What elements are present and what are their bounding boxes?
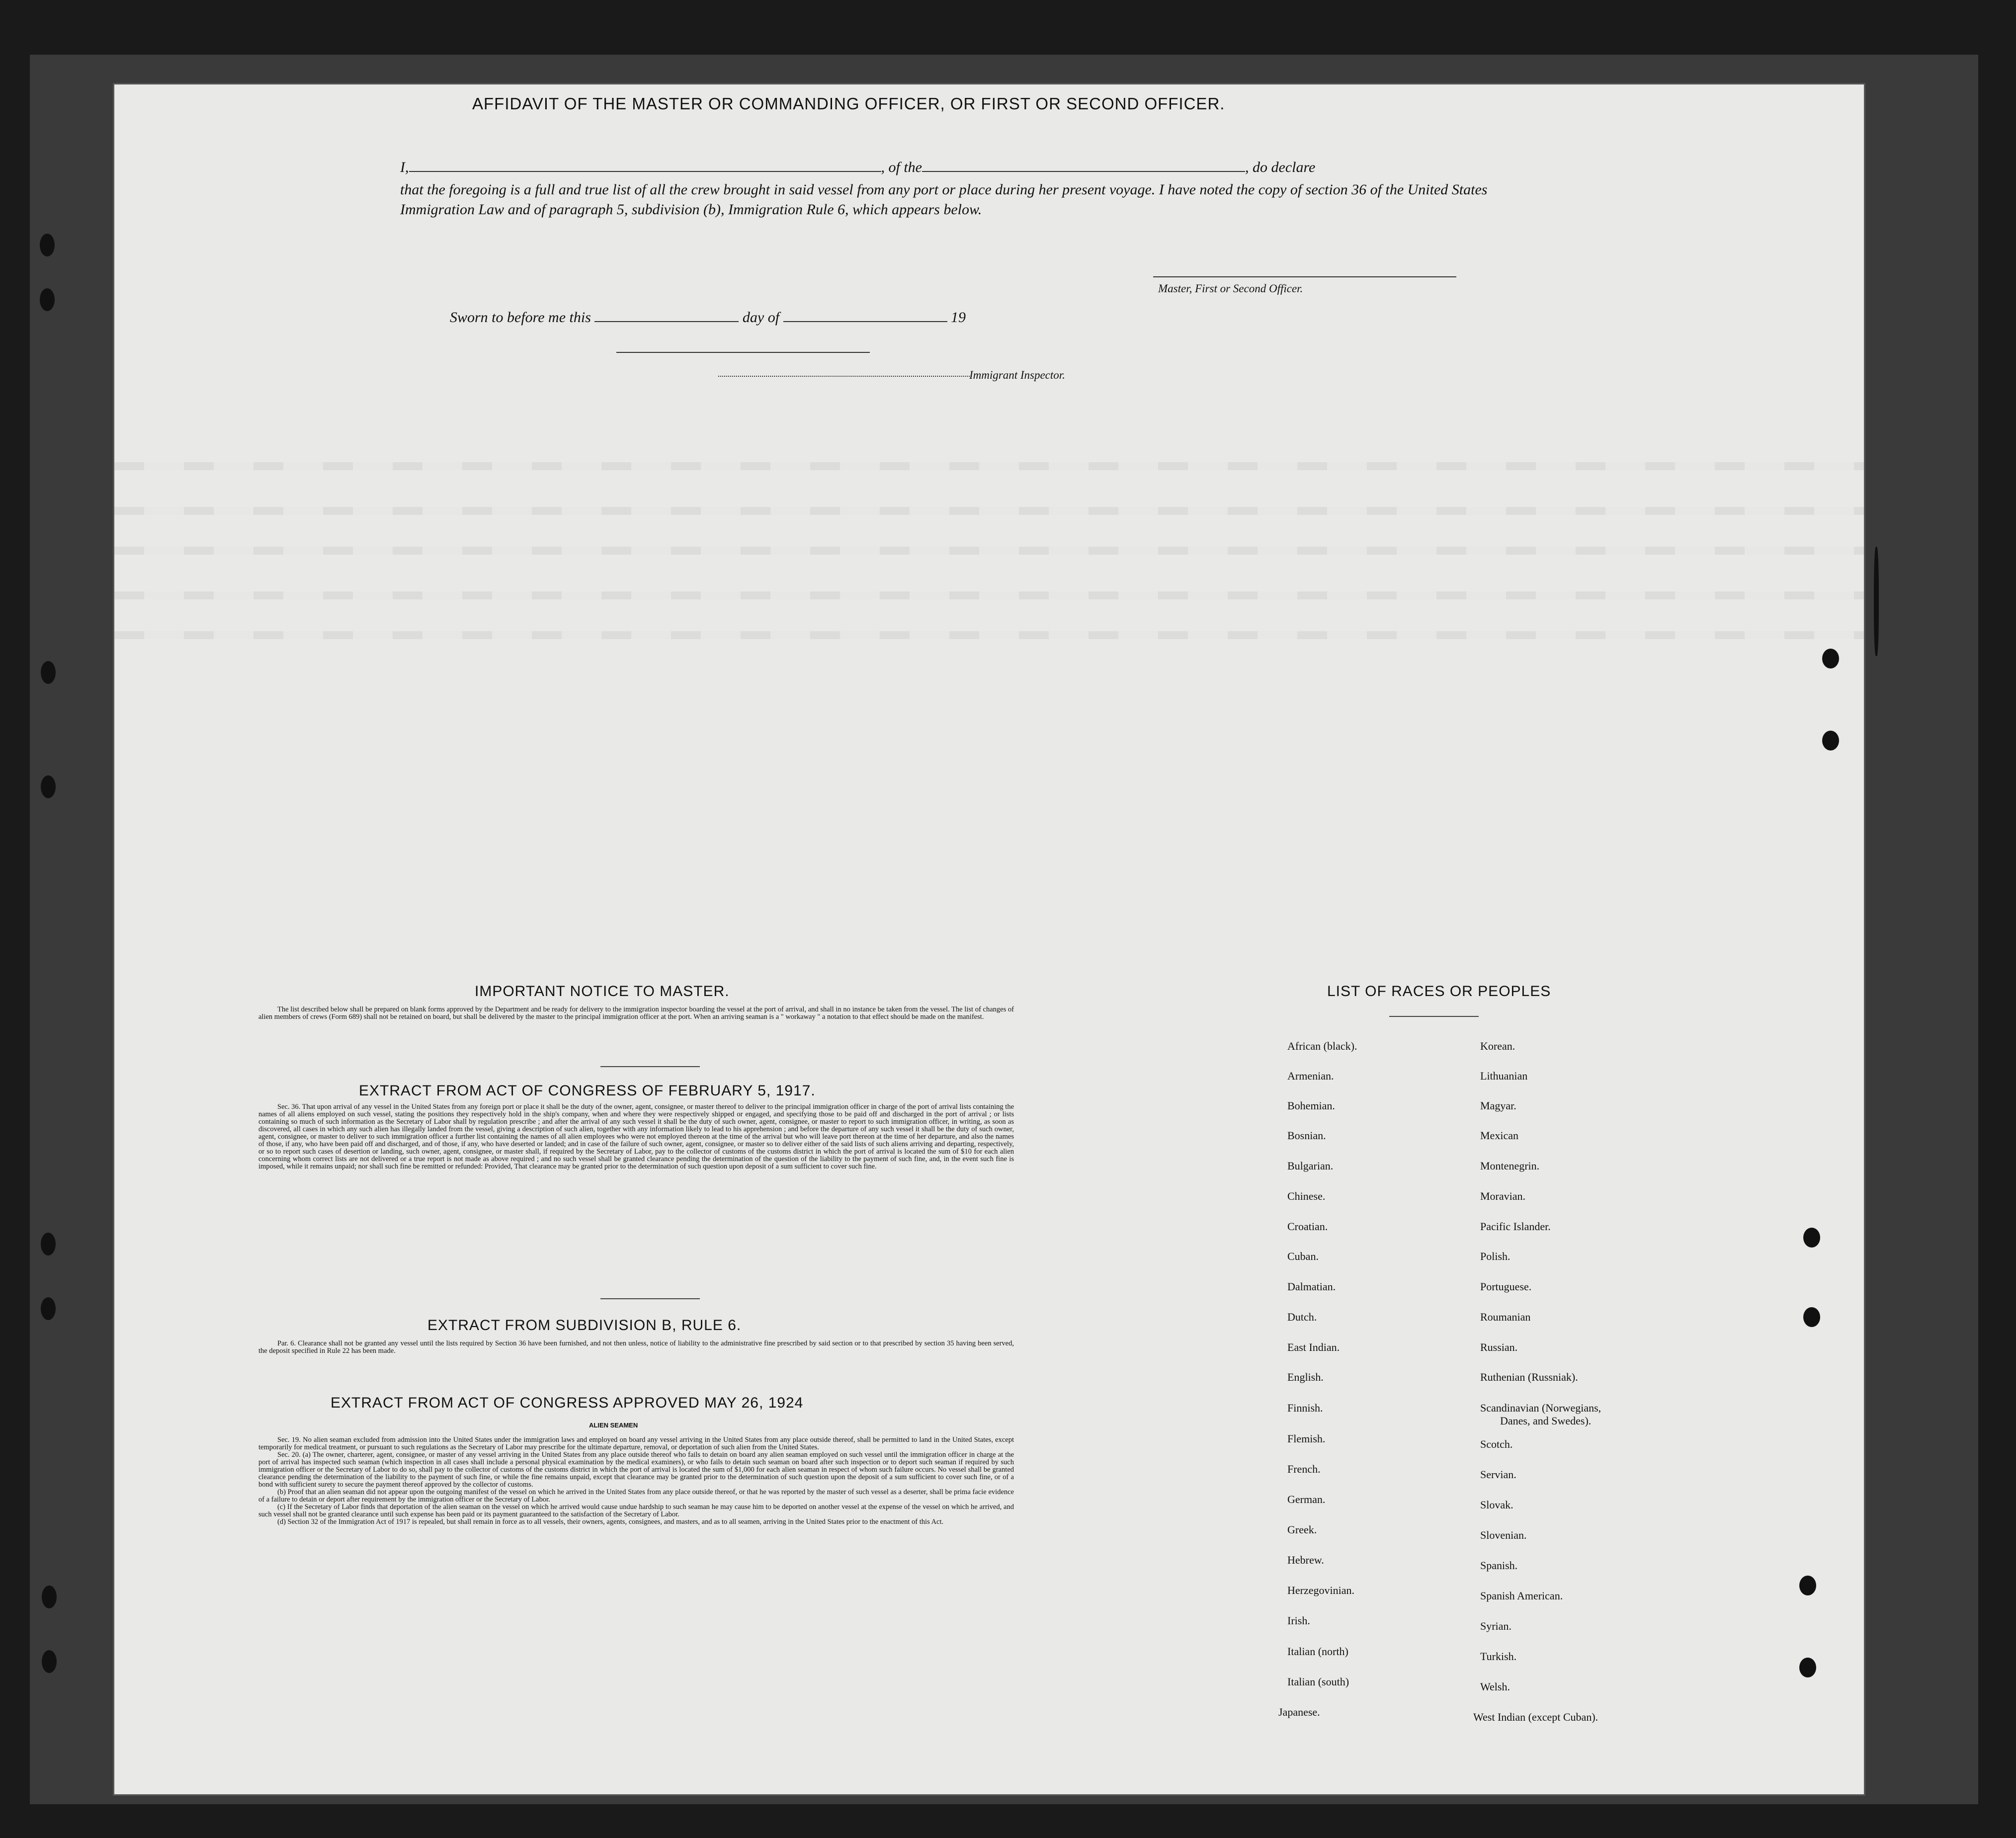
sworn-day-blank[interactable] xyxy=(594,321,739,322)
race-item: Bohemian. xyxy=(1287,1099,1335,1112)
affidavit-declaration-line xyxy=(400,159,1315,176)
bleed-through-row xyxy=(114,547,1864,555)
race-item: Croatian. xyxy=(1287,1220,1328,1233)
affidavit-i: I, xyxy=(400,159,409,175)
binder-hole xyxy=(1803,1307,1820,1327)
extract-1924-paragraph: Sec. 19. No alien seaman excluded from admission into the United States under the immigration laws and employed on board any vessel arriving in the United States from any place outside thereof, shall be permitted to land in the United States, except temporarily for medical treatment, or pursuant to such regulations as the Secretary of Labor may prescribe for the ultimate departure, removal, or deportation of such alien from the United States. xyxy=(258,1436,1014,1451)
race-item: Cuban. xyxy=(1287,1250,1319,1262)
binder-hole xyxy=(1822,649,1839,668)
race-item: Finnish. xyxy=(1287,1402,1323,1414)
race-item: Flemish. xyxy=(1287,1432,1326,1445)
binder-hole xyxy=(41,661,56,684)
binder-hole xyxy=(40,288,55,311)
section-divider xyxy=(600,1066,700,1067)
bleed-through-row xyxy=(114,591,1864,599)
race-item: German. xyxy=(1287,1493,1326,1505)
race-item: Japanese. xyxy=(1278,1706,1320,1718)
race-item: Scotch. xyxy=(1480,1438,1513,1450)
race-item: Herzegovinian. xyxy=(1287,1584,1354,1596)
race-item: East Indian. xyxy=(1287,1341,1340,1353)
race-item: Dalmatian. xyxy=(1287,1280,1336,1293)
race-item: Spanish American. xyxy=(1480,1589,1563,1602)
rule6-text xyxy=(258,1340,1014,1355)
binder-hole xyxy=(41,1233,56,1255)
race-item: Bosnian. xyxy=(1287,1129,1326,1142)
race-item: Mexican xyxy=(1480,1129,1518,1142)
race-item: Spanish. xyxy=(1480,1559,1518,1572)
race-item: Turkish. xyxy=(1480,1650,1517,1663)
notice-title: IMPORTANT NOTICE TO MASTER. xyxy=(475,983,730,1000)
extract-1917-paragraph: Sec. 36. That upon arrival of any vessel in the United States from any foreign port or place it shall be the duty of the owner, agent, consignee, or master thereof to deliver to the principal immigration officer in charge of the port of arrival lists containing the names of all aliens employed on such vessel, stating the positions they respectively hold in the ship's company, when and where they were respectively shipped or engaged, and specifying those to be paid off and discharged in the port of arrival ; or lists containing so much of such information as the Secretary of Labor shall by regulation prescribe ; and after the arrival of any such vessel it shall be the duty of such owner, agent, consignee, or master to report to such immigration officer, in writing, as soon as discovered, all cases in which any such alien has illegally landed from the vessel, giving a description of such alien, together with any information likely to lead to his apprehension ; and before the departure of any such vessel it shall be the duty of such owner, agent, consignee, or master to deliver to such immigration officer a further list containing the names of all alien employees who were not employed thereon at the time of the arrival but who will leave port thereon at the time of her departure, and also the names of those, if any, who have been paid off and discharged, and of those, if any, who have deserted or landed; and in case of the failure of such owner, agent, consignee, or master so to deliver either of the said lists of such aliens arriving and departing, respectively, or so to report such cases of desertion or landing, such owner, agent, consignee, or master shall, if required by the Secretary of Labor, pay to the collector of customs of the customs district in which the port of arrival is located the sum of $10 for each alien concerning whom correct lists are not delivered or a true report is not made as above required ; and no such vessel shall be granted clearance pending the determination of the question of the liability to the payment of such fine, and, in the event such fine is imposed, while it remains unpaid; nor shall such fine be remitted or refunded: Provided, That clearance may be granted prior to the determination of such question upon deposit of a sum sufficient to cover such fine. xyxy=(258,1103,1014,1170)
notice-paragraph: The list described below shall be prepared on blank forms approved by the Department and be ready for delivery to the immigration inspector boarding the vessel at the port of arrival, and shall in no instance be taken from the vessel. The list of changes of alien members of crews (Form 689) shall not be retained on board, but shall be delivered by the master to the principal immigration officer at the port. When an arriving seaman is a " workaway " a notation to that effect should be made on the manifest. xyxy=(258,1005,1014,1021)
race-item: Scandinavian (Norwegians, xyxy=(1480,1402,1601,1414)
extract-1917-title: EXTRACT FROM ACT OF CONGRESS OF FEBRUARY 5, 1917. xyxy=(359,1083,816,1099)
race-item: Italian (north) xyxy=(1287,1645,1348,1658)
race-item: Montenegrin. xyxy=(1480,1160,1540,1172)
race-item: Polish. xyxy=(1480,1250,1511,1262)
race-item: Armenian. xyxy=(1287,1070,1334,1082)
section-divider xyxy=(600,1298,700,1299)
notice-text xyxy=(258,1006,1014,1021)
binder-hole xyxy=(41,1297,56,1320)
sworn-month-blank[interactable] xyxy=(783,321,947,322)
races-title: LIST OF RACES OR PEOPLES xyxy=(1327,983,1551,1000)
races-divider xyxy=(1389,1016,1479,1017)
race-item: Russian. xyxy=(1480,1341,1518,1353)
affidavit-body: that the foregoing is a full and true list of all the crew brought in said vessel from any port or place during her present voyage. I have noted the copy of section 36 of the United States Immigration Law and of paragraph 5, subdivision (b), Immigration Rule 6, which appears below. xyxy=(400,181,1488,218)
race-item: Greek. xyxy=(1287,1523,1317,1536)
extract-1924-paragraph: (c) If the Secretary of Labor finds that deportation of the alien seaman on the vessel on which he arrived would cause undue hardship to such seaman he may cause him to be deported on another vessel at the expense of the vessel on which he arrived, and such vessel shall not be granted clearance until such expense has been paid or its payment guaranteed to the satisfaction of the Secretary of Labor. xyxy=(258,1503,1014,1518)
sworn-text: Sworn to before me this xyxy=(450,309,591,326)
race-item: Pacific Islander. xyxy=(1480,1220,1551,1233)
race-item: Bulgarian. xyxy=(1287,1160,1334,1172)
race-item: Danes, and Swedes). xyxy=(1500,1415,1592,1427)
race-item: Moravian. xyxy=(1480,1190,1526,1202)
race-item: Servian. xyxy=(1480,1468,1516,1481)
extract-1924-paragraph: (b) Proof that an alien seaman did not appear upon the outgoing manifest of the vessel on which he arrived in the United States from any place outside thereof, or that he was reported by the master of such vessel as a deserter, shall be prima facie evidence of a failure to detain or deport after requirement by the immigration officer or the Secretary of Labor. xyxy=(258,1488,1014,1504)
race-item: Ruthenian (Russniak). xyxy=(1480,1371,1578,1383)
affidavit-of-the: , of the xyxy=(881,159,922,175)
race-item: Portuguese. xyxy=(1480,1280,1532,1293)
race-item: Italian (south) xyxy=(1287,1675,1349,1688)
handwritten-mark xyxy=(1874,547,1879,656)
extract-1924-title: EXTRACT FROM ACT OF CONGRESS APPROVED MAY 26, 1924 xyxy=(331,1395,804,1411)
binder-hole xyxy=(41,775,56,798)
vessel-blank[interactable] xyxy=(922,171,1245,172)
master-signature-line[interactable] xyxy=(1153,276,1456,277)
race-item: Roumanian xyxy=(1480,1311,1531,1323)
race-item: French. xyxy=(1287,1463,1321,1475)
binder-hole xyxy=(42,1650,57,1673)
document-page xyxy=(114,84,1864,1794)
bleed-through-row xyxy=(114,507,1864,515)
race-item: Slovak. xyxy=(1480,1499,1513,1511)
binder-hole xyxy=(1822,731,1839,751)
binder-hole xyxy=(42,1586,57,1608)
inspector-signature-line[interactable] xyxy=(616,352,870,353)
affidavit-do-declare: , do declare xyxy=(1245,159,1316,175)
sworn-line xyxy=(450,309,966,326)
race-item: African (black). xyxy=(1287,1040,1357,1052)
binder-hole xyxy=(1799,1576,1816,1595)
inspector-dotted-line xyxy=(718,376,972,377)
day-of-text: day of xyxy=(742,309,780,326)
name-blank[interactable] xyxy=(409,171,881,172)
race-item: Korean. xyxy=(1480,1040,1515,1052)
affidavit-title: AFFIDAVIT OF THE MASTER OR COMMANDING OFFICER, OR FIRST OR SECOND OFFICER. xyxy=(472,94,1225,113)
race-item: Slovenian. xyxy=(1480,1529,1527,1541)
inspector-label: Immigrant Inspector. xyxy=(969,369,1065,381)
race-item: Syrian. xyxy=(1480,1620,1512,1632)
rule6-title: EXTRACT FROM SUBDIVISION B, RULE 6. xyxy=(427,1317,742,1334)
extract-1924-text xyxy=(258,1436,1014,1526)
race-item: Chinese. xyxy=(1287,1190,1326,1202)
binder-hole xyxy=(1803,1228,1820,1248)
binder-hole xyxy=(40,234,55,256)
race-item: Dutch. xyxy=(1287,1311,1317,1323)
race-item: Magyar. xyxy=(1480,1099,1516,1112)
rule6-paragraph: Par. 6. Clearance shall not be granted any vessel until the lists required by Section 36 have been furnished, and not then unless, notice of liability to the administrative fine prescribed by said section or to that prescribed by section 35 having been served, the deposit specified in Rule 22 has been made. xyxy=(258,1339,1014,1355)
binder-hole xyxy=(1799,1658,1816,1677)
extract-1924-paragraph: (d) Section 32 of the Immigration Act of 1917 is repealed, but shall remain in force as to all vessels, their owners, agents, consignees, and masters, and as to all seamen, arriving in the United States prior to the enactment of this Act. xyxy=(277,1518,944,1526)
year-prefix: 19 xyxy=(951,309,966,326)
race-item: Lithuanian xyxy=(1480,1070,1528,1082)
bleed-through-row xyxy=(114,631,1864,639)
race-item: Hebrew. xyxy=(1287,1554,1324,1566)
race-item: Irish. xyxy=(1287,1614,1310,1627)
race-item: Welsh. xyxy=(1480,1680,1510,1693)
race-item: English. xyxy=(1287,1371,1324,1383)
bleed-through-row xyxy=(114,462,1864,470)
race-item: West Indian (except Cuban). xyxy=(1473,1711,1598,1723)
alien-seamen-subhead: ALIEN SEAMEN xyxy=(589,1421,638,1429)
master-signature-label: Master, First or Second Officer. xyxy=(1158,282,1303,295)
extract-1917-text xyxy=(258,1103,1014,1170)
extract-1924-paragraph: Sec. 20. (a) The owner, charterer, agent, consignee, or master of any vessel arriving in the United States from any place outside thereof who fails to detain on board any alien seaman employed on such vessel until the immigration officer in charge at the port of arrival has inspected such seaman (which inspection in all cases shall include a personal physical examination by the medical examiners), or who fails to detain such seaman on board after such inspection or to deport such seaman if required by such immigration officer or the Secretary of Labor to do so, shall pay to the collector of customs of the customs district in which the port of arrival is located the sum of $1,000 for each alien seaman in respect of whom such failure occurs. No vessel shall be granted clearance pending the determination of the liability to the payment of such fine, or while the fine remains unpaid, except that clearance may be granted prior to the determination of such question upon the deposit of a sum sufficient to cover such fine, or of a bond with sufficient surety to secure the payment thereof approved by the collector of customs. xyxy=(258,1451,1014,1489)
